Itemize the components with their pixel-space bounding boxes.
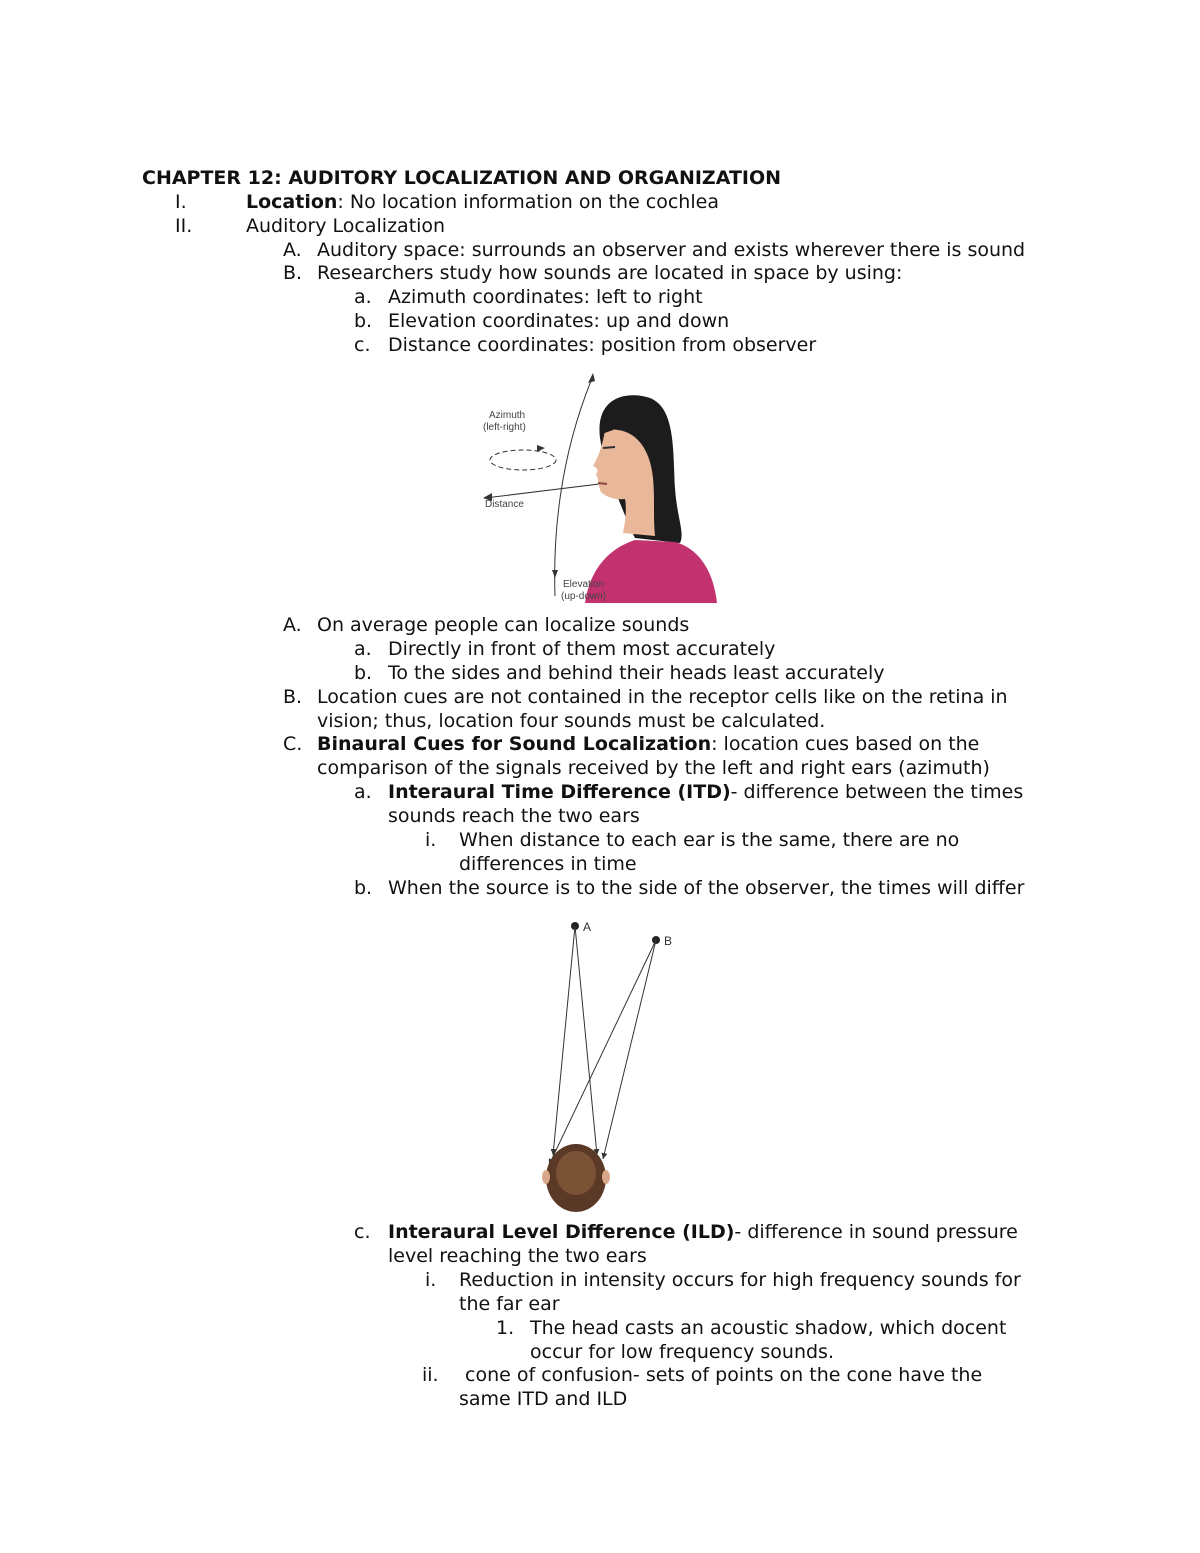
label-azimuth: Azimuth — [489, 410, 526, 421]
outline-marker: a. — [354, 781, 372, 803]
outline-item-cone-of-confusion-cont: same ITD and ILD — [459, 1388, 628, 1410]
outline-item-location-cues-cont: vision; thus, location four sounds must be calculated. — [317, 710, 826, 732]
label-source-b: B — [664, 934, 673, 948]
outline-item-same-distance: When distance to each ear is the same, there are no — [459, 829, 960, 851]
term-binaural-cues: Binaural Cues for Sound Localization — [317, 733, 712, 755]
outline-item-location-cues: Location cues are not contained in the receptor cells like on the retina in — [317, 686, 1008, 708]
azimuth-arrow — [537, 445, 545, 452]
item-text: : No location information on the cochlea — [337, 191, 719, 213]
hair-highlight — [556, 1151, 596, 1195]
outline-item-sides-behind: To the sides and behind their heads least accurately — [388, 662, 885, 684]
outline-item-reduction-cont: the far ear — [459, 1293, 560, 1315]
outline-item-on-average: On average people can localize sounds — [317, 614, 690, 636]
outline-item-auditory-space: Auditory space: surrounds an observer and exists wherever there is sound — [317, 239, 1026, 261]
outline-item-azimuth: Azimuth coordinates: left to right — [388, 286, 703, 308]
outline-marker: ii. — [422, 1364, 439, 1386]
outline-marker: i. — [425, 1269, 437, 1291]
path-a-right-ear — [575, 926, 597, 1155]
item-text: - difference in sound pressure — [734, 1221, 1018, 1243]
outline-marker: II. — [175, 215, 193, 237]
outline-marker: b. — [354, 310, 373, 332]
outline-marker: c. — [354, 1221, 371, 1243]
outline-marker: a. — [354, 286, 372, 308]
label-elevation: Elevation — [563, 579, 605, 590]
outline-item-source-side: When the source is to the side of the observer, the times will differ — [388, 877, 1025, 899]
outline-item-researchers: Researchers study how sounds are located in space by using: — [317, 262, 903, 284]
left-ear — [542, 1170, 550, 1184]
outline-marker: A. — [283, 239, 302, 261]
outline-marker: I. — [175, 191, 187, 213]
outline-item-binaural-cues-cont: comparison of the signals received by the left and right ears (azimuth) — [317, 757, 990, 779]
outline-marker: A. — [283, 614, 302, 636]
mouth-mark — [598, 483, 607, 484]
term-itd: Interaural Time Difference (ITD) — [388, 781, 731, 803]
outline-item-same-distance-cont: differences in time — [459, 853, 637, 875]
outline-marker: B. — [283, 686, 303, 708]
outline-marker: b. — [354, 877, 373, 899]
path-a-left-ear — [553, 926, 575, 1155]
item-text: - difference between the times — [730, 781, 1024, 803]
outline-marker: c. — [354, 334, 371, 356]
outline-marker: 1. — [496, 1317, 515, 1339]
outline-item-acoustic-shadow-cont: occur for low frequency sounds. — [530, 1341, 834, 1363]
outline-item-ild-cont: level reaching the two ears — [388, 1245, 647, 1267]
label-distance: Distance — [485, 499, 524, 510]
item-text: : location cues based on the — [711, 733, 980, 755]
outline-marker: b. — [354, 662, 373, 684]
outline-item-directly-front: Directly in front of them most accurately — [388, 638, 776, 660]
elevation-arrow-up — [588, 373, 595, 383]
outline-marker: C. — [283, 733, 303, 755]
outline-marker: B. — [283, 262, 303, 284]
outline-item-ild — [388, 1220, 1018, 1244]
outline-item-binaural-cues — [317, 732, 979, 756]
eye-mark — [603, 447, 615, 448]
outline-item-acoustic-shadow: The head casts an acoustic shadow, which docent — [530, 1317, 1007, 1339]
outline-marker: a. — [354, 638, 372, 660]
outline-item-cone-of-confusion: cone of confusion- sets of points on the cone have the — [459, 1364, 983, 1386]
itd-figure — [535, 915, 685, 1215]
azimuth-loop — [490, 450, 556, 470]
outline-item-itd-cont: sounds reach the two ears — [388, 805, 640, 827]
outline-item-location — [246, 190, 719, 214]
label-elevation-sub: (up-down) — [561, 591, 607, 602]
page-title: CHAPTER 12: AUDITORY LOCALIZATION AND ORGANIZATION — [142, 167, 782, 189]
term-location: Location — [246, 191, 338, 213]
path-b-left-ear — [549, 940, 656, 1165]
term-ild: Interaural Level Difference (ILD) — [388, 1221, 735, 1243]
auditory-coordinates-figure — [475, 368, 720, 608]
right-ear — [602, 1170, 610, 1184]
outline-marker: i. — [425, 829, 437, 851]
label-azimuth-sub: (left-right) — [483, 422, 526, 433]
outline-item-auditory-localization: Auditory Localization — [246, 215, 446, 237]
outline-item-elevation: Elevation coordinates: up and down — [388, 310, 730, 332]
elevation-arrow-down — [552, 570, 558, 578]
outline-item-distance: Distance coordinates: position from observer — [388, 334, 817, 356]
path-b-right-ear — [603, 940, 656, 1159]
outline-item-reduction: Reduction in intensity occurs for high frequency sounds for — [459, 1269, 1021, 1291]
label-source-a: A — [583, 920, 592, 934]
outline-item-itd — [388, 780, 1023, 804]
